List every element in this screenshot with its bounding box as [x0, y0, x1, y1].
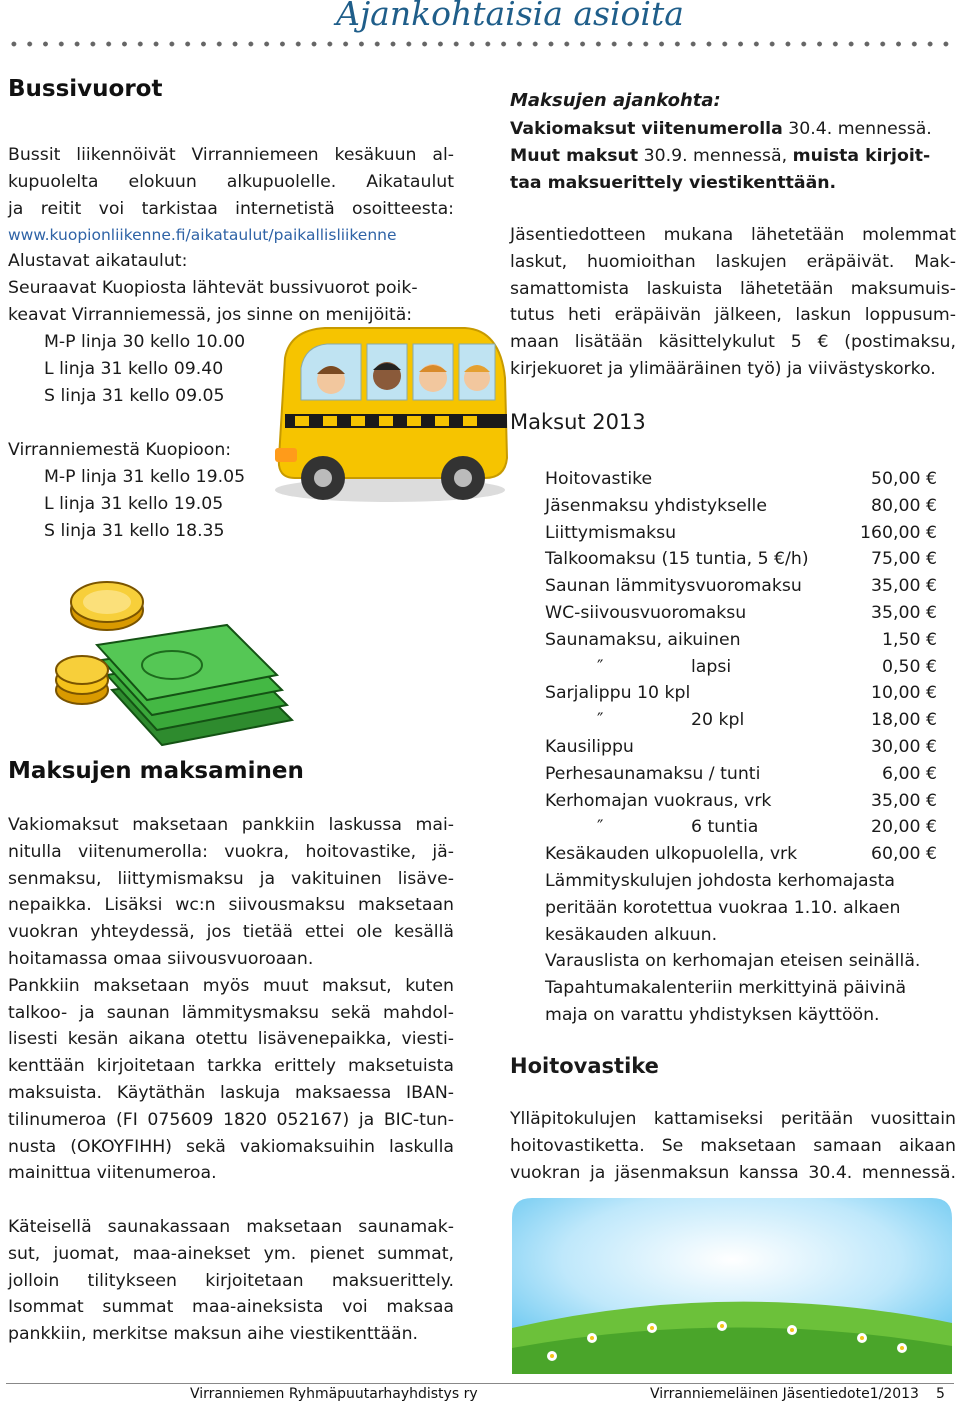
maintenance-fee-paragraph	[510, 1106, 956, 1186]
fee-amount: 160,00 €	[860, 522, 937, 543]
to-kuopio-title: Virranniemestä Kuopioon:	[8, 440, 232, 460]
text-line: pankkiin, merkitse maksun aihe viestikenttään.	[8, 1324, 419, 1345]
fee-row	[545, 627, 937, 654]
due-reminder-1: muista kirjoit-	[792, 145, 931, 166]
due-other-label: Muut maksut	[510, 145, 639, 166]
text-line: maan lisätään käsittelykulut 5 € (postimaksu,	[510, 332, 956, 353]
meadow-illustration	[512, 1198, 952, 1374]
fee-label: 20 kpl	[691, 710, 745, 731]
fees-section-title: Maksut 2013	[510, 410, 646, 434]
fee-label: Hoitovastike	[545, 469, 653, 489]
text-line: jolloin tilitykseen kirjoitetaan maksuerittely.	[8, 1270, 454, 1291]
fee-row	[545, 707, 937, 734]
footer-publication: Virranniemeläinen Jäsentiedote1/2013	[650, 1386, 919, 1402]
text-line: Isommat summat maa-aineksista voi maksaa	[8, 1297, 454, 1318]
fee-label: Saunamaksu, aikuinen	[545, 629, 741, 650]
due-other-date: 30.9. mennessä,	[638, 145, 793, 166]
schedule-item: M-P linja 30 kello 10.00	[44, 332, 246, 352]
text-line: Lämmityskulujen johdosta kerhomajasta	[545, 870, 896, 891]
due-dates-text	[510, 116, 956, 196]
footer-rule	[6, 1383, 954, 1384]
bus-section-title: Bussivuorot	[8, 76, 163, 102]
due-regular-date: 30.4. mennessä.	[782, 119, 932, 139]
money-illustration	[52, 570, 302, 755]
fee-label: Kesäkauden ulkopuolella, vrk	[545, 844, 798, 865]
text-line: Alustavat aikataulut:	[8, 251, 188, 271]
maintenance-fee-title: Hoitovastike	[510, 1054, 659, 1078]
fee-label: WC-siivousvuoromaksu	[545, 602, 747, 623]
due-dates-title: Maksujen ajankohta:	[510, 90, 721, 111]
text-line: Varauslista on kerhomajan eteisen seinällä.	[545, 951, 921, 972]
text-line: ja reitit voi tarkistaa internetistä osoitteesta:	[8, 198, 454, 219]
ditto-mark: ″	[597, 710, 604, 731]
text-line: maja on varattu yhdistyksen käyttöön.	[545, 1004, 880, 1025]
fee-label: 6 tuntia	[691, 817, 759, 838]
page-number: 5	[936, 1386, 945, 1402]
fee-label: Kausilippu	[545, 736, 634, 757]
text-line: laskut, huomioithan laskujen eräpäivät. Mak-	[510, 251, 956, 272]
text-line: Bussit liikennöivät Virranniemeen kesäkuun al-	[8, 145, 454, 165]
fee-amount: 50,00 €	[871, 469, 937, 489]
header-dotted-rule	[6, 40, 956, 48]
fee-row	[545, 573, 937, 600]
payment-paragraph-1	[8, 812, 454, 1187]
text-line: kenttään kirjoitetaan tarkka erittely maksetuista	[8, 1056, 454, 1077]
fee-notes	[545, 868, 937, 1029]
text-line: vuokran ja jäsenmaksun kanssa 30.4. mennessä.	[510, 1162, 956, 1183]
text-line: Käteisellä saunakassaan maksetaan saunamak-	[8, 1217, 454, 1237]
text-line: lisesti kesän aikana otettu lisävenepaikka, viesti-	[8, 1029, 454, 1050]
text-line: Jäsentiedotteen mukana lähetetään molemmat	[510, 225, 956, 245]
fee-label: Sarjalippu 10 kpl	[545, 683, 691, 704]
text-line: tilinumeroa (FI 075609 1820 052167) ja BIC-tun-	[8, 1109, 454, 1130]
text-line: tutus heti eräpäivän jälkeen, laskun loppusum-	[510, 305, 956, 326]
fee-amount: 60,00 €	[871, 844, 937, 865]
fee-amount: 75,00 €	[871, 549, 937, 570]
page-header-title: Ajankohtaisia asioita	[336, 0, 684, 33]
fee-amount: 80,00 €	[871, 495, 937, 516]
fee-amount: 30,00 €	[871, 736, 937, 757]
bus-schedule-intro	[8, 248, 460, 328]
invoice-paragraph	[510, 222, 956, 383]
text-line: samattomista laskuista lähetetään maksumuis-	[510, 278, 956, 299]
schedule-item: M-P linja 31 kello 19.05	[44, 467, 246, 487]
text-line: talkoo- ja saunan lämmitysmaksu sekä mahdol-	[8, 1002, 454, 1023]
schedule-item: S linja 31 kello 09.05	[44, 385, 225, 406]
ditto-mark: ″	[597, 817, 604, 838]
fee-row	[545, 788, 937, 815]
ditto-mark: ″	[597, 656, 604, 677]
text-line: mainittua viitenumeroa.	[8, 1163, 217, 1184]
schedule-item: S linja 31 kello 18.35	[44, 520, 225, 541]
fee-label: Kerhomajan vuokraus, vrk	[545, 790, 772, 811]
fee-row	[545, 680, 937, 707]
schedule-link[interactable]: www.kuopionliikenne.fi/aikataulut/paikallisliikenne	[8, 226, 397, 244]
payment-section-title: Maksujen maksaminen	[8, 758, 304, 784]
text-line: Vakiomaksut maksetaan pankkiin laskussa mai-	[8, 815, 454, 835]
fee-row	[545, 520, 937, 547]
fee-row	[545, 493, 937, 520]
fee-row	[545, 466, 937, 493]
fee-row	[545, 841, 937, 868]
due-reminder-2: taa maksuerittely viestikenttään.	[510, 172, 837, 193]
text-line: kirjekuoret ja ylimääräinen työ) ja viivästyskorko.	[510, 358, 936, 379]
fee-row	[545, 814, 937, 841]
fee-amount: 35,00 €	[871, 576, 937, 597]
fee-row	[545, 734, 937, 761]
fee-label: lapsi	[691, 656, 732, 677]
text-line: nusta (OKOYFIHH) sekä vakiomaksuihin laskulla	[8, 1136, 454, 1157]
text-line: hoitamassa omaa siivousvuoroaan.	[8, 948, 314, 969]
payment-paragraph-2	[8, 1214, 454, 1348]
text-line: kesäkauden alkuun.	[545, 924, 718, 945]
text-line: kupuolelta elokuun alkupuolelle. Aikataulut	[8, 171, 454, 192]
fee-amount: 20,00 €	[871, 817, 937, 838]
fee-amount: 6,00 €	[882, 763, 937, 784]
text-line: sut, juomat, maa-ainekset ym. pienet summat,	[8, 1243, 454, 1264]
fee-amount: 35,00 €	[871, 790, 937, 811]
fee-amount: 35,00 €	[871, 602, 937, 623]
text-line: keavat Virranniemessä, jos sinne on menijöitä:	[8, 304, 413, 325]
fee-row	[545, 761, 937, 788]
text-line: Tapahtumakalenteriin merkittyinä päivinä	[545, 978, 907, 999]
bus-intro	[8, 142, 454, 222]
text-line: maksuista. Käytäthän laskuja maksaessa IBAN-	[8, 1082, 454, 1103]
schedule-item: L linja 31 kello 19.05	[44, 493, 224, 514]
fee-row	[545, 654, 937, 681]
to-kuopio-list	[8, 464, 245, 544]
text-line: vuokran yhteydessä, jos tietää ettei ole kesällä	[8, 922, 454, 943]
fee-row	[545, 546, 937, 573]
fee-row	[545, 600, 937, 627]
text-line	[510, 116, 956, 143]
from-kuopio-list	[8, 329, 245, 409]
fee-amount: 0,50 €	[882, 656, 937, 677]
text-line	[510, 143, 956, 170]
fee-amount: 10,00 €	[871, 683, 937, 704]
text-line: hoitovastiketta. Se maksetaan samaan aikaan	[510, 1135, 956, 1156]
fee-label: Perhesaunamaksu / tunti	[545, 763, 761, 784]
fee-amount: 1,50 €	[882, 629, 937, 650]
text-line: Pankkiin maksetaan myös muut maksut, kuten	[8, 975, 454, 996]
due-regular-label: Vakiomaksut viitenumerolla	[510, 119, 783, 139]
fees-table	[545, 466, 937, 1029]
fee-label: Saunan lämmitysvuoromaksu	[545, 576, 802, 597]
text-line: peritään korotettua vuokraa 1.10. alkaen	[545, 897, 901, 918]
fee-label: Liittymismaksu	[545, 522, 677, 543]
school-bus-illustration	[265, 318, 515, 508]
fee-label: Talkoomaksu (15 tuntia, 5 €/h)	[545, 549, 809, 570]
text-line: Seuraavat Kuopiosta lähtevät bussivuorot poik-	[8, 277, 418, 298]
footer-organization: Virranniemen Ryhmäpuutarhayhdistys ry	[190, 1386, 478, 1402]
schedule-item: L linja 31 kello 09.40	[44, 358, 224, 379]
fee-label: Jäsenmaksu yhdistykselle	[545, 495, 767, 516]
text-line: Ylläpitokulujen kattamiseksi peritään vuosittain	[510, 1109, 956, 1129]
text-line: nitulla viitenumerolla: vuokra, hoitovastike, jä-	[8, 841, 454, 862]
text-line: senmaksu, liittymismaksu ja vakituinen lisäve-	[8, 868, 454, 889]
text-line: nepaikka. Lisäksi wc:n siivousmaksu maksetaan	[8, 895, 454, 916]
fee-amount: 18,00 €	[871, 710, 937, 731]
